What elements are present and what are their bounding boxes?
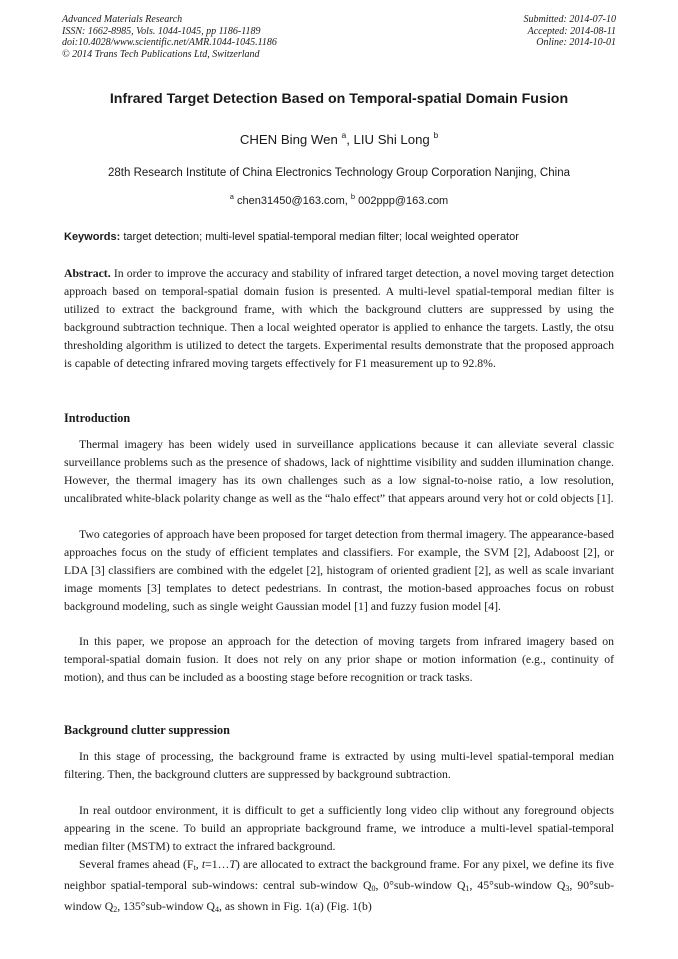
abstract <box>64 265 614 372</box>
email-line <box>0 192 678 207</box>
accepted-date: Accepted: 2014-08-11 <box>527 25 616 37</box>
author-1-affil-mark: a <box>341 130 347 140</box>
subscript: 4 <box>215 904 220 914</box>
intro-paragraph-3 <box>64 633 614 687</box>
online-date: Online: 2014-10-01 <box>536 37 616 49</box>
keywords <box>64 231 624 243</box>
background-heading: Background clutter suppression <box>64 723 230 737</box>
affiliation: 28th Research Institute of China Electronics Technology Group Corporation Nanjing, China <box>108 167 570 179</box>
author-1: CHEN Bing Wen <box>239 132 338 147</box>
abstract-label: Abstract. <box>64 267 111 280</box>
bg-p3-part: , 0°sub-window Q <box>375 878 466 892</box>
bg-p1-text: In this stage of processing, the background frame is extracted by using multi-level spatial-temporal median filtering. Then, the background clutters are suppressed by background subtraction. <box>64 750 614 781</box>
bg-p3-part: , 90°sub-window Q <box>64 878 615 913</box>
email-a: chen31450@163.com, <box>237 195 348 207</box>
email-a-mark: a <box>229 192 234 201</box>
author-2-affil-mark: b <box>433 130 439 140</box>
publication-dates <box>524 14 617 49</box>
email-b-mark: b <box>350 192 356 201</box>
bg-p3-part: , as shown in Fig. 1(a) (Fig. 1(b) <box>219 899 372 913</box>
keywords-text: target detection; multi-level spatial-temporal median filter; local weighted operator <box>123 231 519 243</box>
keywords-label: Keywords: <box>64 231 121 243</box>
introduction-heading: Introduction <box>64 411 131 425</box>
paper-title: Infrared Target Detection Based on Temporal-spatial Domain Fusion <box>109 91 569 107</box>
submitted-date: Submitted: 2014-07-10 <box>523 14 616 25</box>
copyright-line: © 2014 Trans Tech Publications Ltd, Switzerland <box>62 48 260 60</box>
subscript: 0 <box>371 883 376 893</box>
intro-paragraph-1 <box>64 436 614 508</box>
abstract-text: In order to improve the accuracy and stability of infrared target detection, a novel moving target detection approach based on temporal-spatial domain fusion is presented. A multi-level spatial-temporal median filter is utilized to extract the background frame, with which the background clutters are suppressed by using the background subtraction technique. Then a local weighted operator is applied to enhance the targets. Lastly, the otsu thresholding algorithm is utilized to detect the targets. Experimental results demonstrate that the proposed approach is capable of detecting infrared moving targets effectively for F1 measurement up to 92.8%. <box>64 267 614 370</box>
bg-p3-part: Several frames ahead (F <box>79 858 194 871</box>
intro-p3-text: In this paper, we propose an approach for the detection of moving targets from infrared imagery based on temporal-spatial domain fusion. It does not rely on any prior shape or motion information (e.g., continuity of motion), and thus can be included as a boosting stage before recognition or track tasks. <box>64 635 614 684</box>
author-line <box>0 130 678 147</box>
subscript: 1 <box>465 883 470 893</box>
intro-paragraph-2 <box>64 526 614 616</box>
background-paragraph-2 <box>64 802 614 856</box>
bg-p3-part: ) are allocated to extract the background frame. For any pixel, we define its five neighbor spatial-temporal sub-windows: central sub-window Q <box>64 858 614 892</box>
subscript: 2 <box>113 904 118 914</box>
bg-p3-part: , <box>195 858 202 871</box>
issn-line: ISSN: 1662-8985, Vols. 1044-1045, pp 1186-1189 <box>62 25 261 37</box>
author-2: LIU Shi Long <box>353 132 430 147</box>
background-paragraph-3 <box>64 856 614 919</box>
intro-p2-text: Two categories of approach have been proposed for target detection from thermal imagery. The appearance-based approaches focus on the study of efficient templates and classifiers. For example, the SVM [2], Adaboost [2], or LDA [3] classifiers are combined with the edgelet [2], histogram of oriented gradient [2], as well as scale invariant image moments [3] templates to detect pedestrians. In contrast, the motion-based approaches focus on robust background modeling, such as single weight Gaussian model [1] and fuzzy fusion model [4]. <box>64 528 614 613</box>
author-separator: , <box>346 132 354 147</box>
publication-info <box>62 14 277 60</box>
bg-p3-part: =1… <box>205 858 230 871</box>
variable-T: T <box>229 858 236 871</box>
bg-p2-text: In real outdoor environment, it is difficult to get a sufficiently long video clip without any foreground objects appearing in the scene. To build an appropriate background frame, we introduce a multi-level spatial-temporal median filter (MSTM) to extract the infrared background. <box>64 804 614 853</box>
background-paragraph-1 <box>64 748 614 784</box>
journal-name: Advanced Materials Research <box>62 14 183 25</box>
variable-t: t <box>201 858 206 871</box>
bg-p3-part: , 135°sub-window Q <box>117 899 216 913</box>
intro-p1-text: Thermal imagery has been widely used in surveillance applications because it can alleviate several classic surveillance problems such as the presence of shadows, lack of nighttime visibility and sudden illumination change. However, the thermal imagery has its own challenges such as a low signal-to-noise ratio, a low resolution, uncalibrated white-black polarity change as well as the “halo effect” that appears around very hot or cold objects [1]. <box>64 438 614 505</box>
subscript: t <box>193 863 196 872</box>
bg-p3-part: , 45°sub-window Q <box>469 878 566 892</box>
subscript: 3 <box>565 883 570 893</box>
doi-line: doi:10.4028/www.scientific.net/AMR.1044-1045.1186 <box>62 37 277 49</box>
email-b: 002ppp@163.com <box>358 195 449 207</box>
